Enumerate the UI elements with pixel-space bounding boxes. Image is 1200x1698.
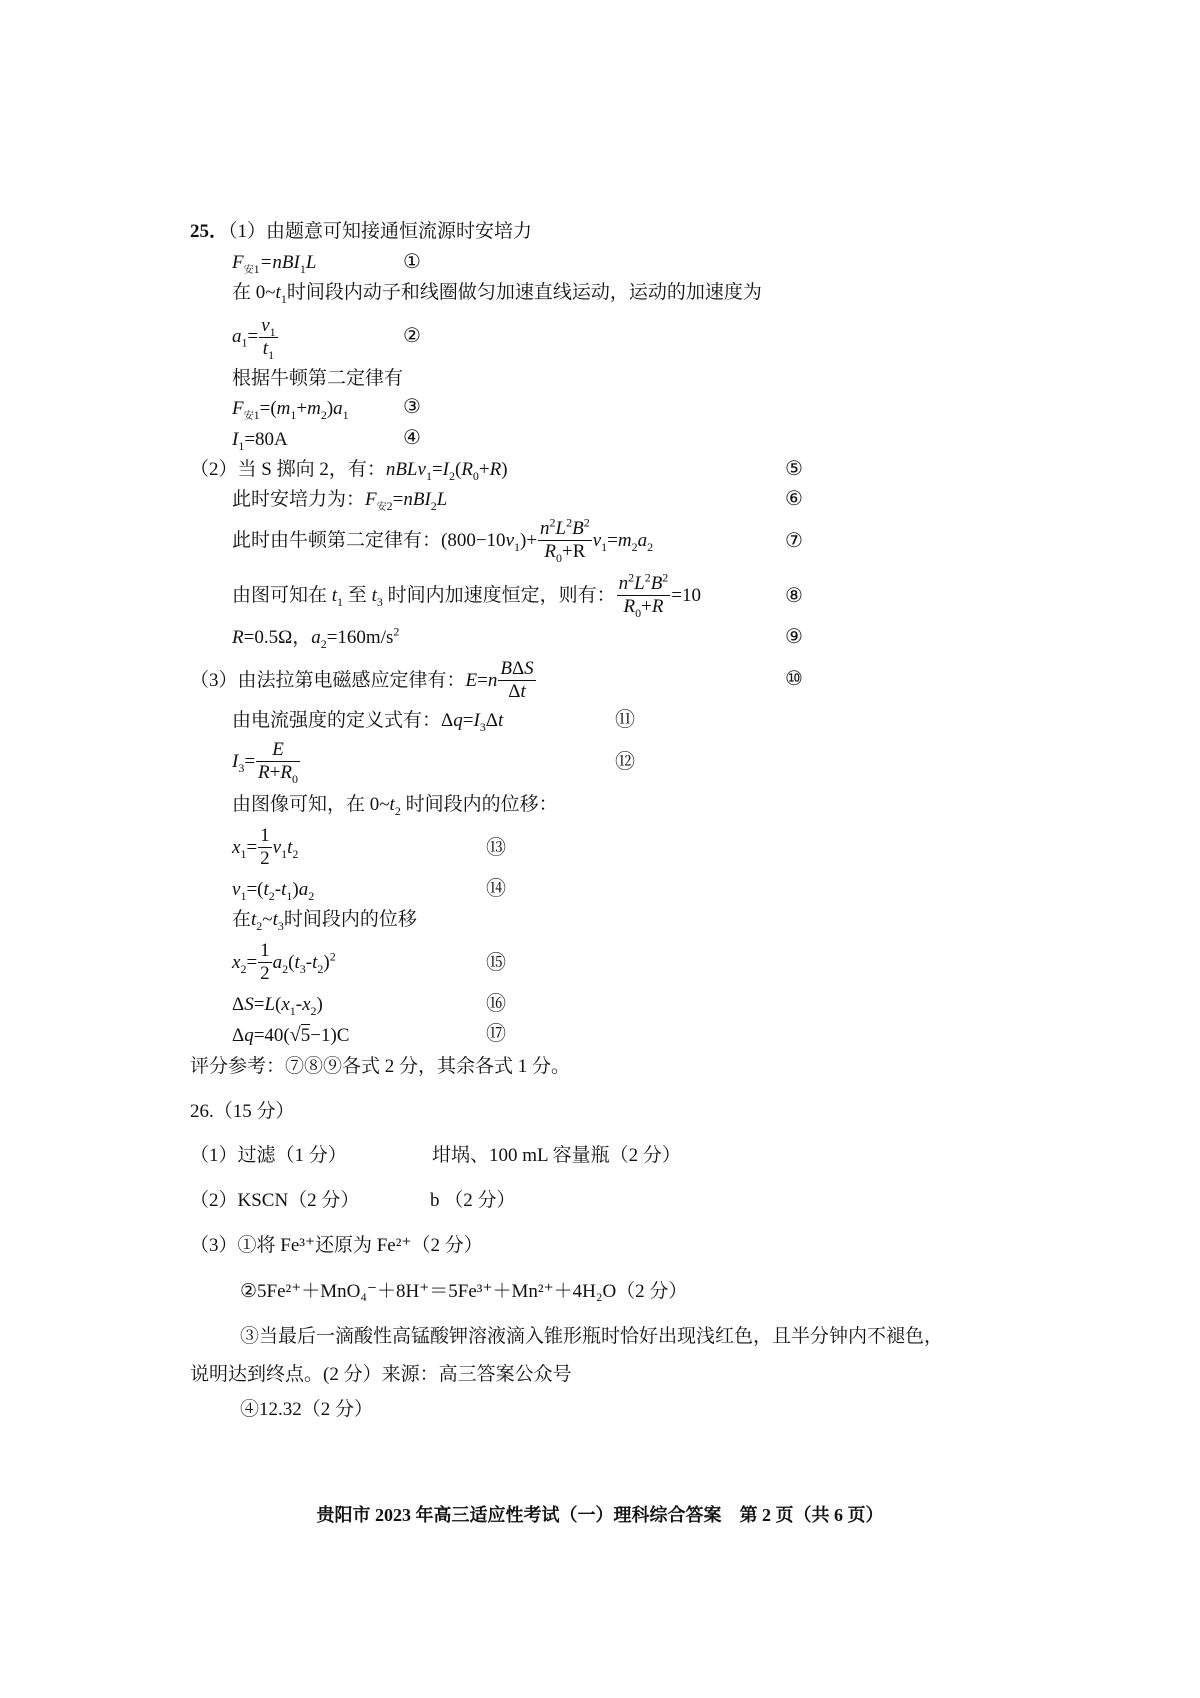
q25-part2-intro: （2）当 S 掷向 2，有：$nBLv_1=I_2(R_0+R)$ xyxy=(190,459,508,483)
eq-14: $v_1=(t_2-t_1)a_2$ xyxy=(232,879,315,903)
eq-15: $x_2=$ $\frac{1}{2}$ $a_2(t_3-t_2)^2$ xyxy=(232,940,336,984)
eq-2: $a_1=$ $\frac{v_1}{t_1}$ xyxy=(232,315,276,362)
circled-6: ⑥ xyxy=(785,488,803,510)
circled-1: ① xyxy=(403,251,421,273)
q25-part2-line2: 此时安培力为：$F_{安2}=nBI_2L$ xyxy=(232,489,448,513)
circled-14: ⑭ xyxy=(486,878,506,900)
q26-answer-2-left: （2）KSCN（2 分） xyxy=(190,1190,360,1211)
circled-15: ⑮ xyxy=(486,952,506,974)
eq-4: $I_1=80A$ xyxy=(232,429,288,453)
q26-answer-1-left: （1）过滤（1 分） xyxy=(190,1145,347,1166)
circled-7: ⑦ xyxy=(785,530,803,552)
q25-part3-line3: 由图像可知，在 $0\sim t_2$ 时间段内的位移： xyxy=(232,794,558,818)
eq-17: Δq=40(√5−1)C xyxy=(232,1024,350,1046)
q25-part2-line3: 此时由牛顿第二定律有：$(800-10v_1)+$ $\frac{n^2L^2B^2}{R_0+R}$ $v_1=m_2a_2$ xyxy=(232,515,654,565)
eq-16: $\Delta S=L(x_1-x_2)$ xyxy=(232,994,323,1018)
circled-16: ⑯ xyxy=(486,993,506,1015)
q26-answer-3-2: ②5Fe²⁺＋MnO₄⁻＋8H⁺＝5Fe³⁺＋Mn²⁺＋4H₂O（2 分） xyxy=(240,1281,688,1302)
page-footer: 贵阳市 2023 年高三适应性考试（一）理科综合答案 第 2 页（共 6 页） xyxy=(316,1505,884,1525)
eq-13: $x_1=$ $\frac{1}{2}$ $v_1t_2$ xyxy=(232,825,299,869)
q26-answer-3-3-line1: ③当最后一滴酸性高锰酸钾溶液滴入锥形瓶时恰好出现浅红色，且半分钟内不褪色， xyxy=(240,1326,944,1347)
circled-12: ⑫ xyxy=(615,751,635,773)
eq-12: $I_3=$ $\frac{E}{R+R_0}$ xyxy=(232,739,298,786)
circled-17: ⑰ xyxy=(486,1023,506,1045)
q26-title: 26.（15 分） xyxy=(190,1101,295,1122)
q25-part1-line2: 在 $0\sim t_1$时间段内动子和线圈做匀加速直线运动，运动的加速度为 xyxy=(232,282,762,306)
q25-scoring: 评分参考：⑦⑧⑨各式 2 分，其余各式 1 分。 xyxy=(190,1056,571,1077)
eq-3: $F_{安1}=(m_1+m_2)a_1$ xyxy=(232,398,349,422)
circled-3: ③ xyxy=(403,396,421,418)
circled-4: ④ xyxy=(403,427,421,449)
circled-5: ⑤ xyxy=(785,458,803,480)
eq-1: $F_{安1}=nBI_1L$ xyxy=(232,252,317,276)
q25-header xyxy=(190,222,532,241)
circled-10: ⑩ xyxy=(785,668,803,690)
circled-8: ⑧ xyxy=(785,585,803,607)
q25-part1-intro: （1）由题意可知接通恒流源时安培力 xyxy=(228,221,533,242)
q26-answer-1-right: 坩埚、100 mL 容量瓶（2 分） xyxy=(432,1145,681,1166)
q25-part3-line4: 在$t_2\sim t_3$时间段内的位移 xyxy=(232,909,417,933)
circled-9: ⑨ xyxy=(785,626,803,648)
q25-number: 25． xyxy=(190,221,229,242)
newton-intro: 根据牛顿第二定律有 xyxy=(232,368,404,389)
q25-part2-line4: 由图可知在 $t_1$ 至 $t_3$ 时间内加速度恒定，则有： $\frac{n^2L^2B^2}{R_0+R}$ =10 xyxy=(232,570,702,620)
circled-11: ⑪ xyxy=(615,709,635,731)
q26-answer-2-right: b （2 分） xyxy=(430,1190,516,1211)
q26-answer-3-4: ④12.32（2 分） xyxy=(240,1399,374,1420)
q26-answer-3-1: （3）①将 Fe³⁺还原为 Fe²⁺（2 分） xyxy=(190,1235,483,1256)
q26-answer-3-3-line2: 说明达到终点。(2 分）来源：高三答案公众号 xyxy=(190,1364,572,1385)
circled-2: ② xyxy=(403,325,421,347)
circled-13: ⑬ xyxy=(486,837,506,859)
q25-part3-intro: （3）由法拉第电磁感应定律有：E=n $\frac{\text{BΔS}}{\Delta t}$ xyxy=(190,658,534,702)
eq-9: R=0.5Ω，$a_2=160m/s^2$ xyxy=(232,624,400,651)
q25-part3-line2: 由电流强度的定义式有：$\Delta q=I_3\Delta t$ xyxy=(232,710,504,734)
